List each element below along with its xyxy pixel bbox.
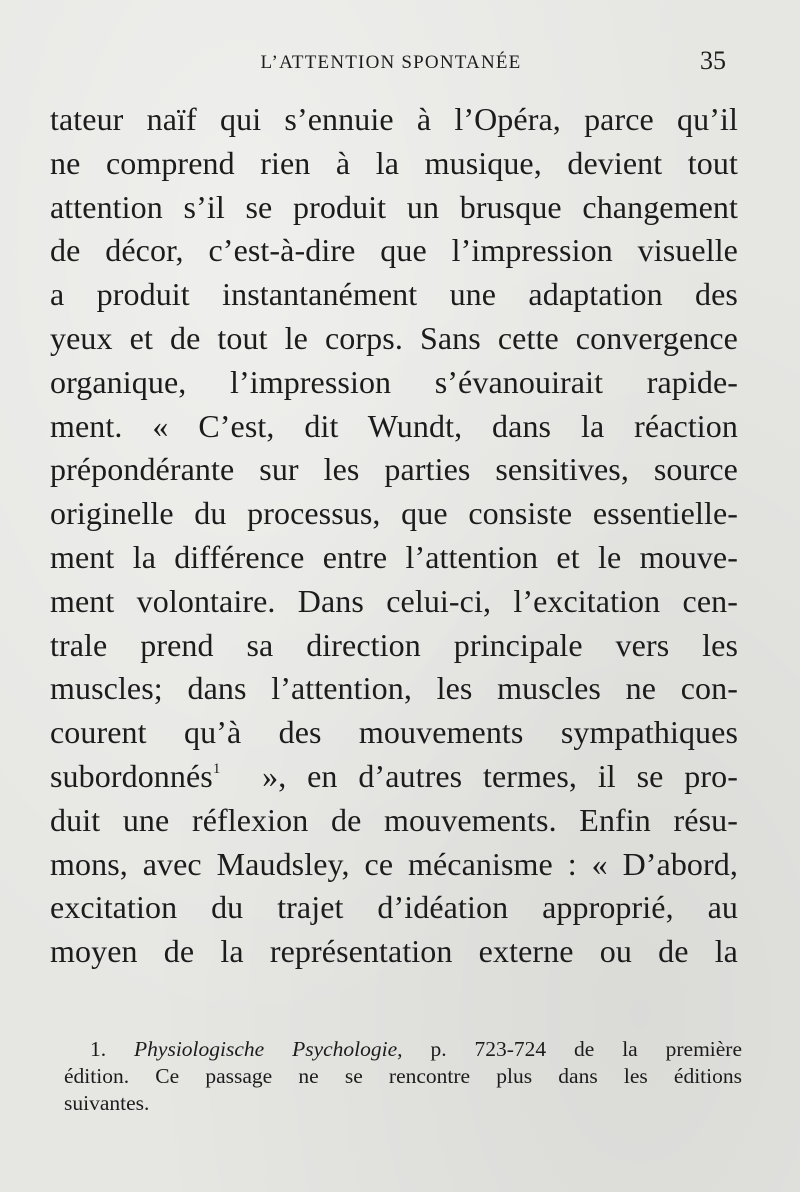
text-line: attention s’il se produit un brusque changement [50, 188, 738, 225]
text-line: trale prend sa direction principale vers les [50, 626, 738, 663]
text-line: ment. « C’est, dit Wundt, dans la réaction [50, 407, 738, 444]
footnote-cited-title: Physiologische Psychologie, [134, 1037, 403, 1061]
text-line: courent qu’à des mouvements sympathiques [50, 714, 738, 751]
text-line: organique, l’impression s’évanouirait rapide- [50, 363, 738, 400]
text-line: mons, avec Maudsley, ce mécanisme : « D’abord, [50, 845, 738, 882]
text-line: excitation du trajet d’idéation approprié, au [50, 889, 738, 926]
footnote-line: édition. Ce passage ne se rencontre plus dans les éditions [64, 1064, 742, 1088]
body-text [50, 98, 738, 974]
text-line: ne comprend rien à la musique, devient tout [50, 144, 738, 181]
text-line: muscles; dans l’attention, les muscles ne con- [50, 670, 738, 707]
text-line: yeux et de tout le corps. Sans cette convergence [50, 319, 738, 356]
page-number: 35 [700, 46, 726, 75]
footnote-line: suivantes. [64, 1091, 150, 1115]
text-line: moyen de la représentation externe ou de la [50, 933, 738, 970]
footnote-line [64, 1036, 742, 1063]
text-line: originelle du processus, que consiste essentielle- [50, 495, 738, 532]
text-line: ment la différence entre l’attention et le mouve- [50, 538, 738, 575]
running-head [56, 46, 726, 80]
text-line: de décor, c’est-à-dire que l’impression visuelle [50, 232, 738, 269]
footnote [64, 1036, 742, 1117]
footnote-citation: p. 723-724 de la première [430, 1037, 743, 1061]
text-line: prépondérante sur les parties sensitives, source [50, 451, 738, 488]
text-line: ment volontaire. Dans celui-ci, l’excitation cen- [50, 582, 738, 619]
text-line: tateur naïf qui s’ennuie à l’Opéra, parce qu’il [50, 101, 738, 137]
footnote-number: 1. [90, 1037, 107, 1061]
footnote-ref-tail: », en d’autres termes, il se pro- [262, 757, 738, 794]
footnote-ref-word: subordonnés [50, 757, 213, 794]
footnote-ref-marker: 1 [212, 760, 221, 777]
text-line-with-footnote-ref [50, 755, 738, 799]
text-line: a produit instantanément une adaptation des [50, 276, 738, 313]
running-title: L’ATTENTION SPONTANÉE [260, 52, 522, 73]
text-line: duit une réflexion de mouvements. Enfin résu- [50, 801, 738, 838]
